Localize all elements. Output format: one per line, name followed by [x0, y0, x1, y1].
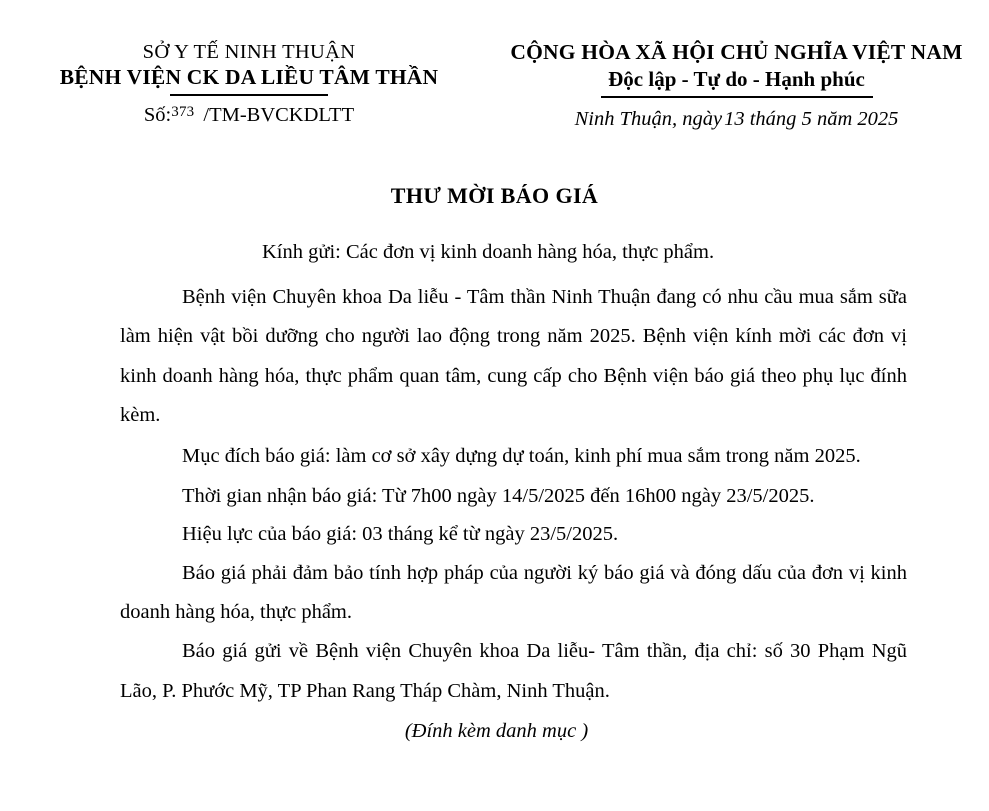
- date-day: 13: [724, 107, 745, 130]
- organization-underline-rule: [170, 94, 328, 96]
- date-year-label: năm: [816, 107, 853, 130]
- national-motto: Độc lập - Tự do - Hạnh phúc: [608, 67, 865, 92]
- document-title: THƯ MỜI BÁO GIÁ: [390, 183, 599, 209]
- organization-name: BỆNH VIỆN CK DA LIỀU TÂM THẦN: [59, 65, 439, 90]
- header-issuer-block: [0, 40, 484, 127]
- document-body: [0, 237, 989, 745]
- date-month-label: tháng: [749, 107, 797, 130]
- body-paragraph-6: Báo giá gửi về Bệnh viện Chuyên khoa Da liễu- Tâm thần, địa chỉ: số 30 Phạm Ngũ Lão, P. Phước Mỹ, TP Phan Rang Tháp Chàm, Ninh Thuận.: [120, 640, 907, 702]
- date-year: 2025: [857, 107, 899, 130]
- parent-organization-name: SỞ Y TẾ NINH THUẬN: [142, 41, 356, 63]
- attachment-note: (Đính kèm danh mục ): [404, 720, 589, 743]
- national-title: CỘNG HÒA XÃ HỘI CHỦ NGHĨA VIỆT NAM: [510, 40, 963, 64]
- document-number-suffix: /TM-BVCKDLTT: [203, 103, 355, 126]
- body-paragraph-3: Thời gian nhận báo giá: Từ 7h00 ngày 14/5/2025 đến 16h00 ngày 23/5/2025.: [182, 484, 815, 507]
- body-paragraph-5: Báo giá phải đảm bảo tính hợp pháp của người ký báo giá và đóng dấu của đơn vị kinh doanh hàng hóa, thực phẩm.: [120, 561, 907, 624]
- document-number-label: Số:: [143, 103, 172, 126]
- document-number: [144, 103, 354, 128]
- recipient-line: Kính gửi: Các đơn vị kinh doanh hàng hóa, thực phẩm.: [262, 241, 715, 264]
- document-number-value: 373: [171, 103, 195, 120]
- header-national-block: [484, 40, 989, 131]
- place-name: Ninh Thuận, ngày: [574, 107, 723, 130]
- motto-underline-rule: [601, 96, 873, 98]
- body-paragraph-1: Bệnh viện Chuyên khoa Da liễu - Tâm thần Ninh Thuận đang có nhu cầu mua sắm sữa làm hiện vật bồi dưỡng cho người lao động trong năm 2025. Bệnh viện kính mời các đơn vị kinh doanh hàng hóa, thực phẩm quan tâm, cung cấp cho Bệnh viện báo giá theo phụ lục đính kèm.: [120, 285, 907, 426]
- body-paragraph-4: Hiệu lực của báo giá: 03 tháng kể từ ngày 23/5/2025.: [182, 523, 619, 546]
- date-month: 5: [801, 107, 812, 130]
- place-and-date: [575, 107, 899, 132]
- body-paragraph-2: Mục đích báo giá: làm cơ sở xây dựng dự toán, kinh phí mua sắm trong năm 2025.: [182, 445, 861, 468]
- document-header: [0, 0, 989, 131]
